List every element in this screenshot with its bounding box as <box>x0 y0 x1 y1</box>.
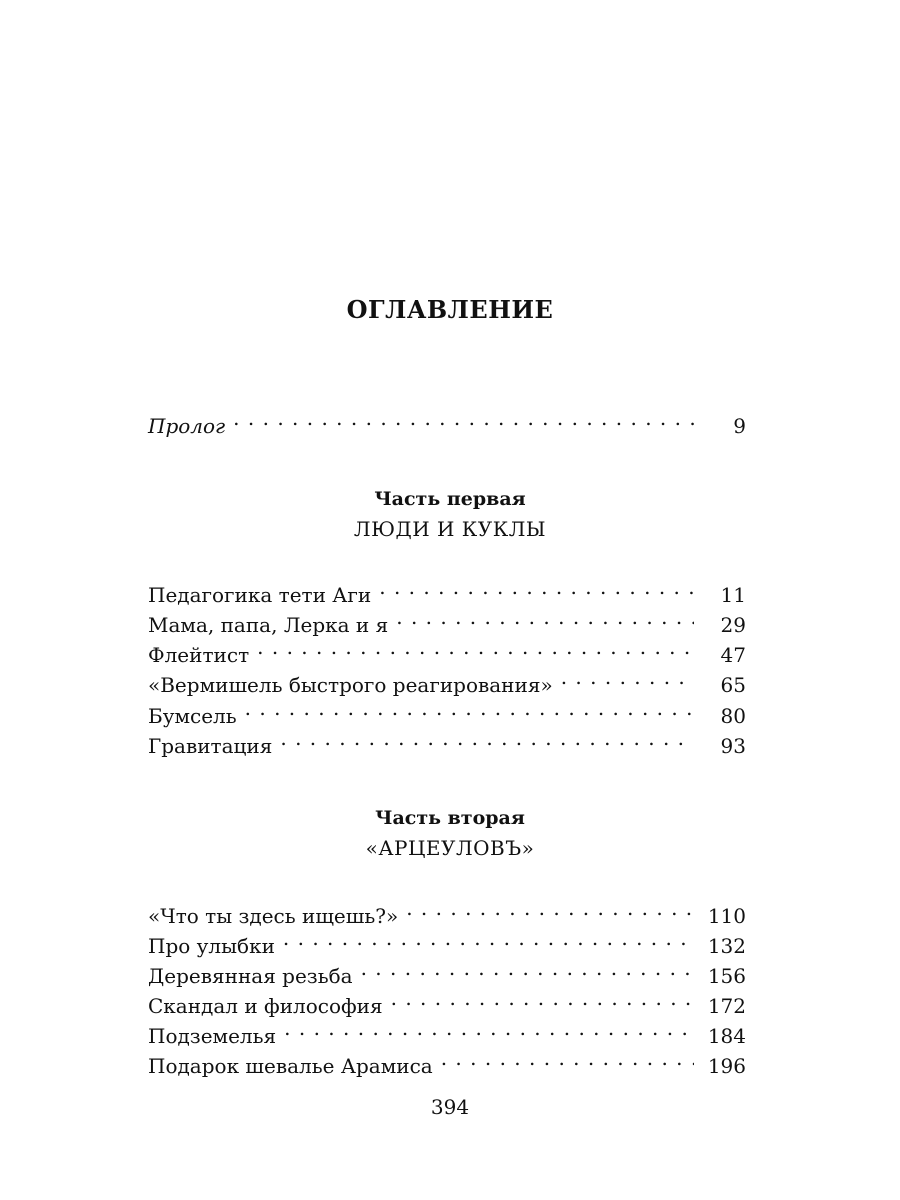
part-title: «АРЦЕУЛОВЪ» <box>365 836 535 860</box>
toc-entry-label: Педагогика тети Аги <box>148 583 372 607</box>
toc-entry-label: Скандал и философия <box>148 994 383 1018</box>
toc-entry-prologue <box>148 403 746 438</box>
toc-entry-page: 156 <box>707 964 746 988</box>
toc-entry <box>148 632 746 667</box>
toc-entry-page: 93 <box>720 734 746 758</box>
toc-entry-page: 172 <box>707 994 746 1018</box>
dot-leader <box>257 632 694 662</box>
toc-entry-label: Гравитация <box>148 734 273 758</box>
page-title: ОГЛАВЛЕНИЕ <box>346 295 554 324</box>
toc-entry-label: Пролог <box>148 414 226 438</box>
dot-leader <box>379 572 694 602</box>
dot-leader <box>283 923 694 953</box>
dot-leader <box>391 983 694 1013</box>
toc-entry-label: Деревянная резьба <box>148 964 353 988</box>
toc-entry <box>148 1043 746 1078</box>
toc-entry-page: 11 <box>720 583 746 607</box>
toc-entry-page: 196 <box>707 1054 746 1078</box>
toc-entry-label: Подарок шевалье Арамиса <box>148 1054 433 1078</box>
toc-entry <box>148 923 746 958</box>
part-title: ЛЮДИ И КУКЛЫ <box>353 517 547 541</box>
dot-leader <box>233 403 694 433</box>
part-heading: Часть первая <box>374 488 526 510</box>
toc-entry <box>148 602 746 637</box>
toc-entry-page: 110 <box>707 904 746 928</box>
dot-leader <box>441 1043 694 1073</box>
toc-entry <box>148 693 746 728</box>
toc-entry <box>148 723 746 758</box>
dot-leader <box>396 602 694 632</box>
dot-leader <box>284 1013 694 1043</box>
toc-entry-page: 184 <box>707 1024 746 1048</box>
toc-entry-label: Бумсель <box>148 704 237 728</box>
dot-leader <box>280 723 694 753</box>
toc-entry-label: Про улыбки <box>148 934 275 958</box>
toc-entry-page: 65 <box>720 673 746 697</box>
toc-entry-label: «Что ты здесь ищешь?» <box>148 904 399 928</box>
toc-entry <box>148 953 746 988</box>
toc-entry-page: 47 <box>720 643 746 667</box>
toc-entry <box>148 662 746 697</box>
toc-entry-page: 29 <box>720 613 746 637</box>
toc-entry-label: «Вермишель быстрого реагирования» <box>148 673 553 697</box>
toc-entry <box>148 983 746 1018</box>
toc-entry-page: 80 <box>720 704 746 728</box>
toc-entry-label: Подземелья <box>148 1024 277 1048</box>
toc-entry <box>148 893 746 928</box>
dot-leader <box>245 693 694 723</box>
toc-entry-label: Мама, папа, Лерка и я <box>148 613 389 637</box>
dot-leader <box>406 893 694 923</box>
dot-leader <box>561 662 694 692</box>
toc-entry <box>148 1013 746 1048</box>
toc-entry-page: 132 <box>707 934 746 958</box>
part-heading: Часть вторая <box>375 807 525 829</box>
toc-entry-page: 9 <box>733 414 746 438</box>
dot-leader <box>361 953 694 983</box>
page-number: 394 <box>430 1095 470 1119</box>
toc-entry <box>148 572 746 607</box>
toc-entry-label: Флейтист <box>148 643 250 667</box>
